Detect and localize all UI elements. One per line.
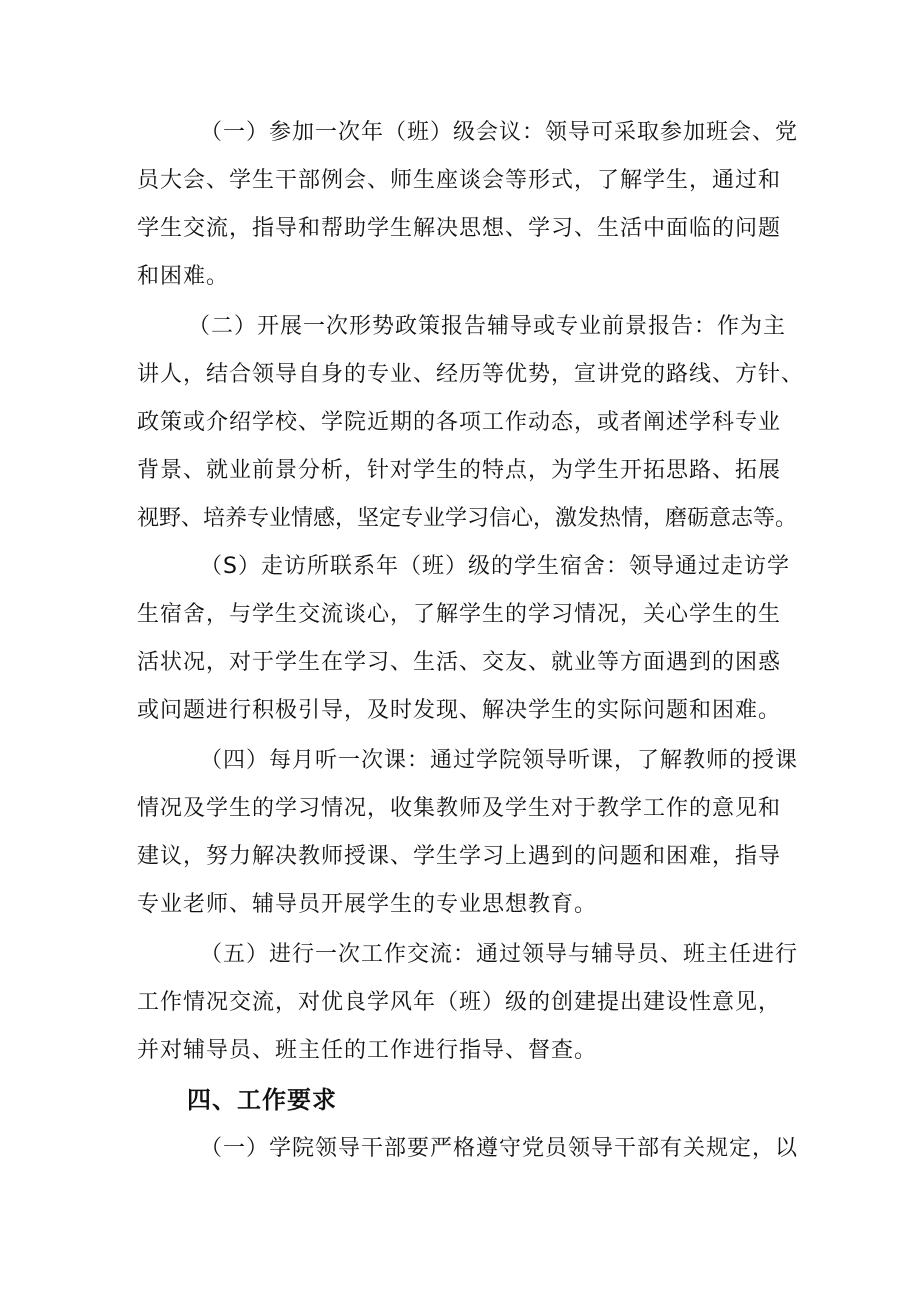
paragraph-2-line-2: 讲人，结合领导自身的专业、经历等优势，宣讲党的路线、方针、 — [137, 362, 805, 387]
paragraph-1-line-4: 和困难。 — [137, 264, 230, 289]
paragraph-4-line-4: 专业老师、辅导员开展学生的专业思想教育。 — [137, 892, 598, 917]
paragraph-2-line-1: （二）开展一次形势政策报告辅导或专业前景报告：作为主 — [188, 314, 787, 339]
paragraph-3-line-1: （S）走访所联系年（班）级的学生宿舍：领导通过走访学 — [200, 554, 790, 579]
paragraph-6-line-1: （一）学院领导干部要严格遵守党员领导干部有关规定，以 — [200, 1136, 799, 1161]
paragraph-1-line-1: （一）参加一次年（班）级会议：领导可采取参加班会、党 — [200, 120, 799, 145]
section-heading: 四、工作要求 — [187, 1086, 337, 1114]
paragraph-2-line-3: 政策或介绍学校、学院近期的各项工作动态，或者阐述学科专业 — [137, 410, 782, 435]
paragraph-4-line-3: 建议，努力解决教师授课、学生学习上遇到的问题和困难，指导 — [137, 844, 782, 869]
paragraph-3-line-3: 活状况，对于学生在学习、生活、交友、就业等方面遇到的困惑 — [137, 650, 782, 675]
paragraph-3-line-4: 或问题进行积极引导，及时发现、解决学生的实际问题和困难。 — [137, 698, 782, 723]
paragraph-1-line-3: 学生交流，指导和帮助学生解决思想、学习、生活中面临的问题 — [137, 216, 782, 241]
paragraph-5-line-3: 并对辅导员、班主任的工作进行指导、督查。 — [137, 1038, 598, 1063]
paragraph-5-line-2: 工作情况交流，对优良学风年（班）级的创建提出建设性意见， — [137, 990, 782, 1015]
paragraph-4-line-2: 情况及学生的学习情况，收集教师及学生对于教学工作的意见和 — [137, 796, 782, 821]
paragraph-5-line-1: （五）进行一次工作交流：通过领导与辅导员、班主任进行 — [200, 942, 799, 967]
paragraph-1-line-2: 员大会、学生干部例会、师生座谈会等形式，了解学生，通过和 — [137, 168, 782, 193]
paragraph-4-line-1: （四）每月听一次课：通过学院领导听课，了解教师的授课 — [200, 748, 799, 773]
paragraph-2-line-4: 背景、就业前景分析，针对学生的特点，为学生开拓思路、拓展 — [137, 458, 782, 483]
paragraph-3-line-2: 生宿舍，与学生交流谈心，了解学生的学习情况，关心学生的生 — [137, 602, 782, 627]
paragraph-2-line-5: 视野、培养专业情感，坚定专业学习信心，激发热情，磨砺意志等。 — [137, 506, 798, 531]
